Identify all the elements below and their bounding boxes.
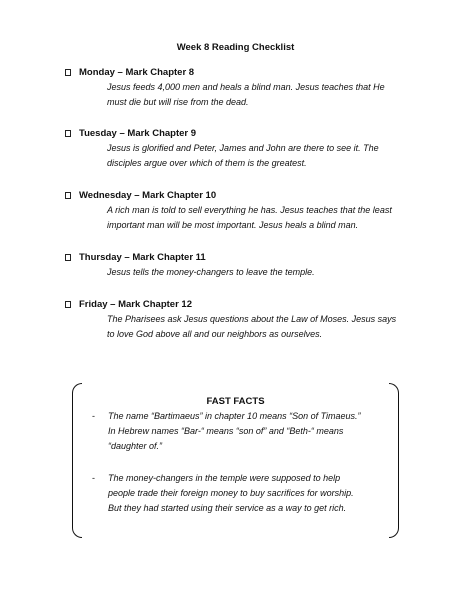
- day-entry-monday: [62, 65, 432, 110]
- checkbox-icon[interactable]: [65, 254, 71, 261]
- description-line: Jesus tells the money-changers to leave the temple.: [107, 267, 315, 277]
- fact-item: [92, 409, 387, 454]
- checkbox-icon[interactable]: [65, 69, 71, 76]
- day-entry-wednesday: [62, 188, 432, 233]
- description-line: must die but will rise from the dead.: [107, 97, 249, 107]
- day-title: Monday – Mark Chapter 8: [79, 66, 195, 78]
- fact-item: [92, 471, 387, 516]
- day-description: [107, 141, 437, 171]
- day-title: Thursday – Mark Chapter 11: [79, 251, 206, 263]
- fact-text: [108, 471, 354, 516]
- fact-line: The money-changers in the temple were supposed to help: [108, 473, 341, 483]
- day-heading-row: [62, 126, 432, 140]
- fact-line: In Hebrew names “Bar-“ means “son of” and “Beth-“ means: [108, 426, 344, 436]
- fact-line: The name “Bartimaeus” in chapter 10 means “Son of Timaeus.”: [108, 411, 361, 421]
- day-heading-row: [62, 188, 432, 202]
- fact-text: [108, 409, 361, 454]
- description-line: A rich man is told to sell everything he has. Jesus teaches that the least: [107, 205, 392, 215]
- description-line: to love God above all and our neighbors as ourselves.: [107, 329, 323, 339]
- fast-facts-box: [72, 383, 399, 538]
- bullet-dash: -: [92, 411, 95, 421]
- day-entry-thursday: [62, 250, 432, 280]
- bullet-dash: -: [92, 473, 95, 483]
- day-description: [107, 265, 437, 280]
- checkbox-icon[interactable]: [65, 130, 71, 137]
- description-line: The Pharisees ask Jesus questions about the Law of Moses. Jesus says: [107, 314, 397, 324]
- day-heading-row: [62, 297, 432, 311]
- day-title: Friday – Mark Chapter 12: [79, 298, 192, 310]
- day-heading-row: [62, 250, 432, 264]
- checkbox-icon[interactable]: [65, 301, 71, 308]
- fast-facts-title: FAST FACTS: [206, 396, 265, 407]
- day-title: Tuesday – Mark Chapter 9: [79, 127, 197, 139]
- day-title: Wednesday – Mark Chapter 10: [79, 189, 217, 201]
- fact-line: “daughter of.”: [108, 441, 163, 451]
- description-line: disciples argue over which of them is the greatest.: [107, 158, 307, 168]
- day-description: [107, 312, 437, 342]
- day-entry-tuesday: [62, 126, 432, 171]
- description-line: Jesus feeds 4,000 men and heals a blind man. Jesus teaches that He: [107, 82, 385, 92]
- checkbox-icon[interactable]: [65, 192, 71, 199]
- fact-line: people trade their foreign money to buy sacrifices for worship.: [108, 488, 354, 498]
- day-heading-row: [62, 65, 432, 79]
- description-line: important man will be most important. Jesus heals a blind man.: [107, 220, 359, 230]
- day-description: [107, 203, 437, 233]
- fact-line: But they had started using their service as a way to get rich.: [108, 503, 347, 513]
- page-title: Week 8 Reading Checklist: [176, 42, 295, 53]
- day-entry-friday: [62, 297, 432, 342]
- description-line: Jesus is glorified and Peter, James and John are there to see it. The: [107, 143, 379, 153]
- day-description: [107, 80, 437, 110]
